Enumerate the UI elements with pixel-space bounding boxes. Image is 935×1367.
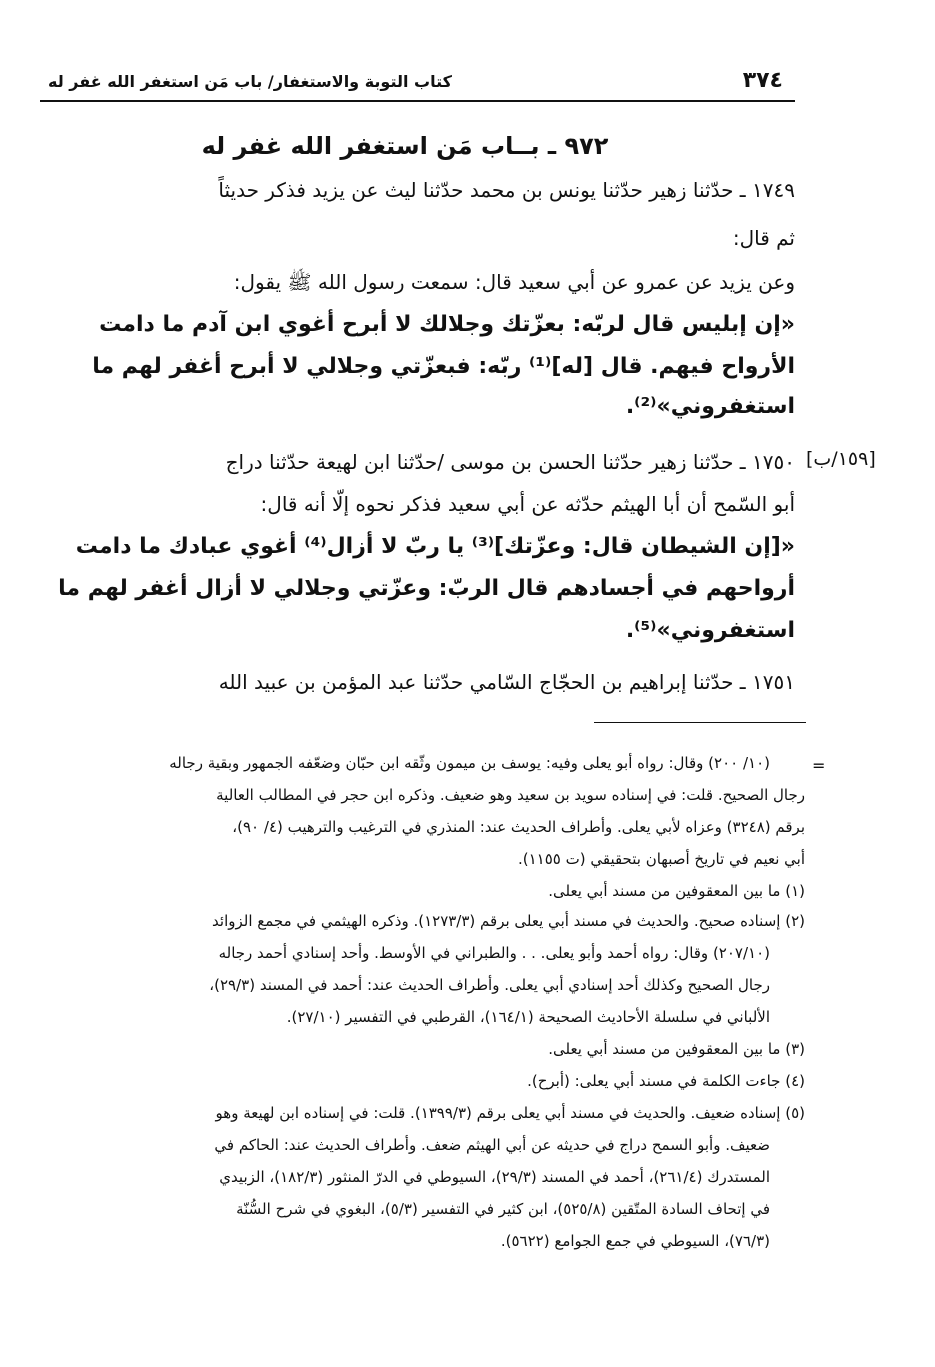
footnote-line: المستدرك (٢٦١/٤)، أحمد في المسند (٢٩/٣)، السيوطي في الدرّ المنثور (١٨٢/٣)، الزبيدي — [219, 1168, 770, 1186]
footnote-line: أبي نعيم في تاريخ أصبهان بتحقيقي (ت ١١٥٥). — [517, 850, 805, 868]
footnote-1: (١) ما بين المعقوفين من مسند أبي يعلى. — [548, 882, 805, 900]
running-title: كتاب التوبة والاستغفار/ باب مَن استغفر الله غفر له — [48, 72, 452, 91]
footnote-4: (٤) جاءت الكلمة في مسند أبي يعلى: (أبرح). — [527, 1072, 805, 1090]
footnote-line: في إتحاف السادة المتّقين (٥٢٥/٨)، ابن كثير في التفسير (٥/٣)، البغوي في شرح السُّنّة — [236, 1200, 770, 1218]
chapter-heading: ٩٧٢ ـ بــاب مَن استغفر الله غفر له — [201, 132, 609, 160]
hadith-1749-quote-line-1: «إن إبليس قال لربّه: بعزّتك وجلالك لا أبرح أغوي ابن آدم ما دامت — [99, 312, 795, 337]
footnote-continuation-mark: = — [812, 756, 826, 775]
footnote-line: برقم (٣٢٤٨) وعزاه لأبي يعلى. وأطراف الحديث عند: المنذري في الترغيب والترهيب (٤/ ٩٠)، — [232, 818, 805, 836]
hadith-1750-line-2: أبو السّمح أن أبا الهيثم حدّثه عن أبي سعيد فذكر نحوه إلّا أنه قال: — [260, 492, 795, 516]
manuscript-folio-reference: [١٥٩/ب] — [806, 448, 876, 470]
running-header — [40, 64, 795, 102]
hadith-1750-line-1: ١٧٥٠ ـ حدّثنا زهير حدّثنا الحسن بن موسى /حدّثنا ابن لهيعة حدّثنا دراج — [225, 450, 795, 474]
hadith-1751-line-1: ١٧٥١ ـ حدّثنا إبراهيم بن الحجّاج السّامي حدّثنا عبد المؤمن بن عبيد الله — [218, 670, 795, 694]
footnote-line: رجال الصحيح وكذلك أحد إسنادي أبي يعلى. وأطراف الحديث عند: أحمد في المسند (٢٩/٣)، — [209, 976, 770, 994]
hadith-1750-quote-line-3: استغفروني»⁽⁵⁾. — [625, 618, 795, 643]
hadith-1750-quote-line-1: «[إن الشيطان قال: وعزّتك]⁽³⁾ يا ربّ لا أزال⁽⁴⁾ أغوي عبادك ما دامت — [75, 534, 795, 559]
hadith-1749-line-1: ١٧٤٩ ـ حدّثنا زهير حدّثنا يونس بن محمد حدّثنا ليث عن يزيد فذكر حديثاً — [218, 178, 795, 202]
hadith-1749-quote-line-2: الأرواح فيهم. قال [له]⁽¹⁾ ربّه: فبعزّتي وجلالي لا أبرح أغفر لهم ما — [92, 354, 795, 379]
footnote-3: (٣) ما بين المعقوفين من مسند أبي يعلى. — [548, 1040, 805, 1058]
footnote-line: (٧٦/٣)، السيوطي في جمع الجوامع (٥٦٢٢). — [500, 1232, 770, 1250]
hadith-1749-line-3: وعن يزيد عن عمرو عن أبي سعيد قال: سمعت رسول الله ﷺ يقول: — [233, 270, 795, 294]
footnote-5: (٥) إسناده ضعيف. والحديث في مسند أبي يعلى برقم (١٣٩٩/٣). قلت: في إسناده ابن لهيعة وهو — [215, 1104, 805, 1122]
hadith-1749-quote-line-3: استغفروني»⁽²⁾. — [625, 394, 795, 419]
page-number: ٣٧٤ — [742, 68, 783, 93]
hadith-1750-quote-line-2: أرواحهم في أجسادهم قال الربّ: وعزّتي وجلالي لا أزال أغفر لهم ما — [58, 576, 795, 601]
footnote-2: (٢) إسناده صحيح. والحديث في مسند أبي يعلى برقم (١٢٧٣/٣). وذكره الهيثمي في مجمع الزوائد — [212, 912, 805, 930]
footnote-separator — [594, 722, 806, 723]
hadith-1749-line-2: ثم قال: — [732, 226, 795, 250]
footnote-line: رجال الصحيح. قلت: في إسناده سويد بن سعيد وهو ضعيف. وذكره ابن حجر في المطالب العالية — [216, 786, 805, 804]
footnote-line: (٢٠٧/١٠) وقال: رواه أحمد وأبو يعلى. . . والطبراني في الأوسط. وأحد إسنادي أحمد رجاله — [218, 944, 770, 962]
footnote-line: (١٠/ ٢٠٠) وقال: رواه أبو يعلى وفيه: يوسف بن ميمون وثّقه ابن حبّان وضعّفه الجمهور وبقية رجاله — [169, 754, 770, 772]
footnote-line: الألباني في سلسلة الأحاديث الصحيحة (١٦٤/١)، القرطبي في التفسير (٢٧/١٠). — [286, 1008, 770, 1026]
footnote-line: ضعيف. وأبو السمح دراج في حديثه عن أبي الهيثم ضعف. وأطراف الحديث عند: الحاكم في — [214, 1136, 770, 1154]
